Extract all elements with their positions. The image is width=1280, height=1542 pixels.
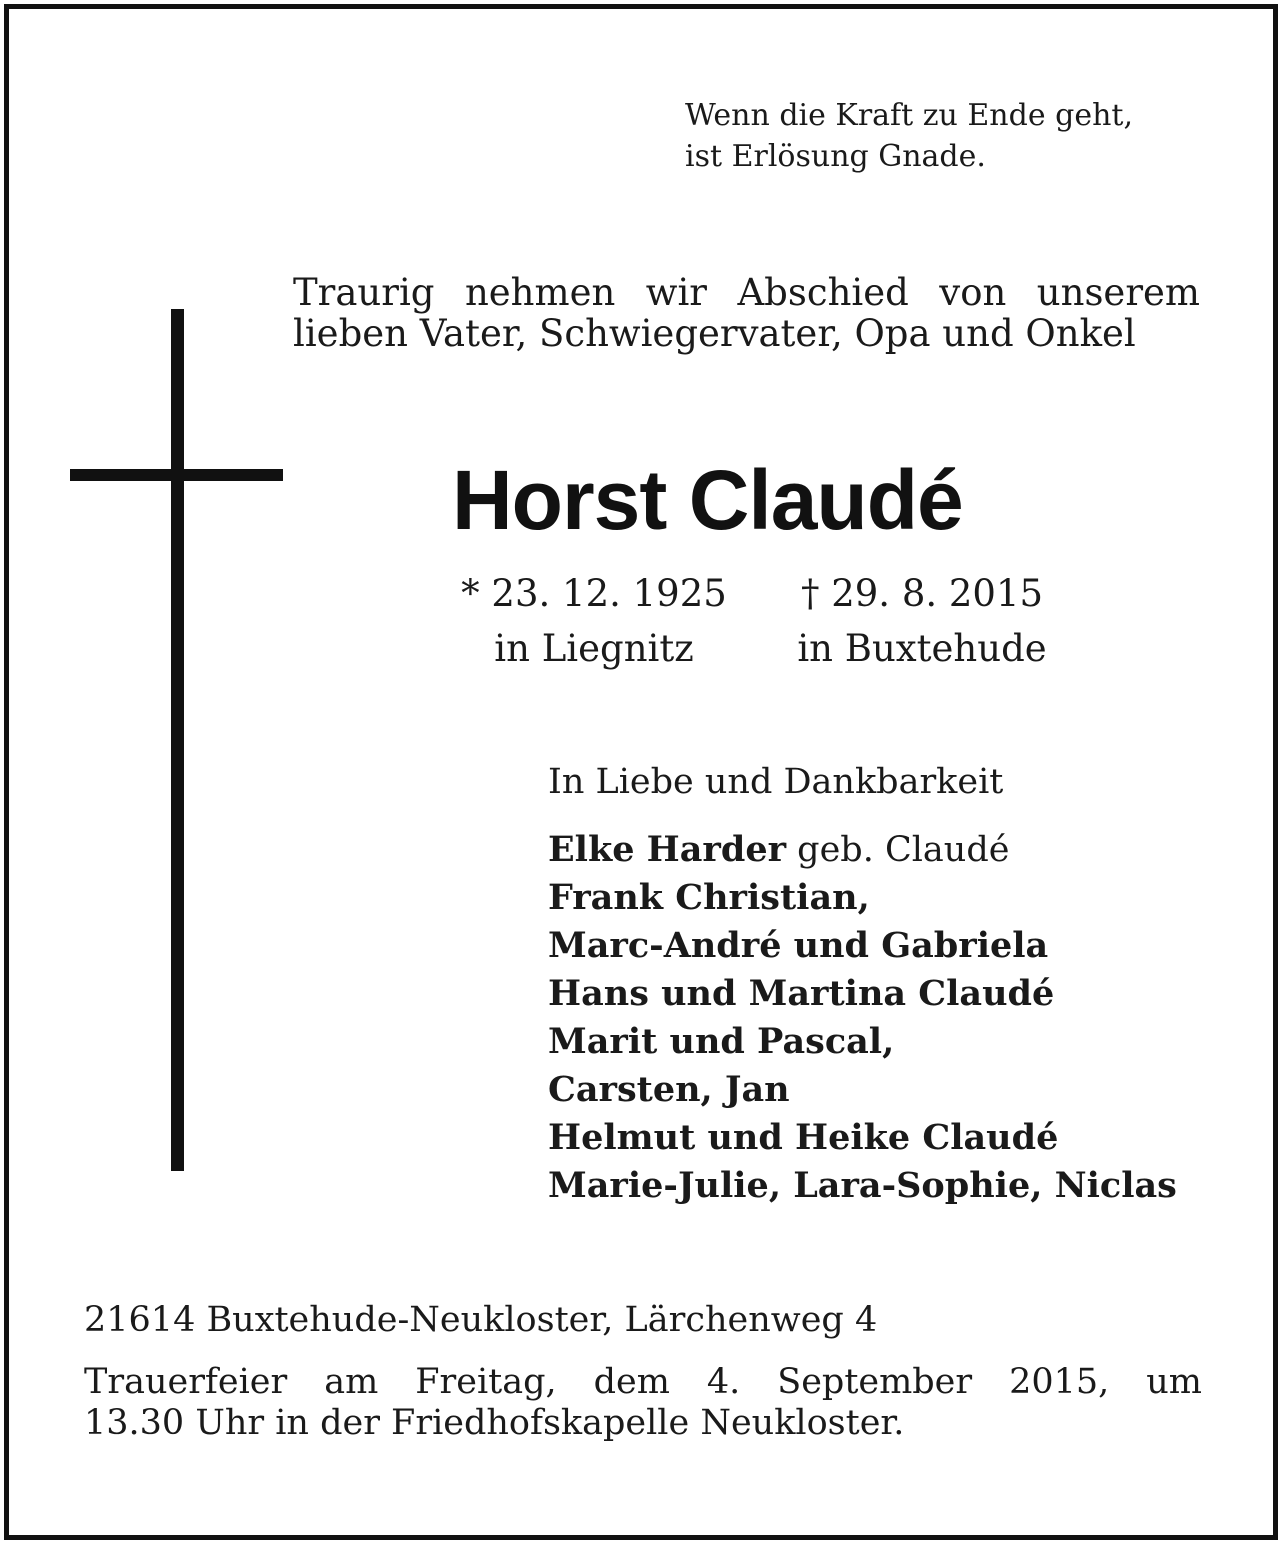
funeral-notice: [84, 1362, 1202, 1444]
birth-place: in Liegnitz: [494, 627, 694, 670]
mourner-row: [548, 826, 1177, 874]
mourner-name-bold: Helmut und Heike Claudé: [548, 1117, 1059, 1158]
mourner-row: [548, 1066, 1177, 1114]
death-date: † 29. 8. 2015: [800, 572, 1044, 615]
mourner-row: [548, 874, 1177, 922]
birth-info: [460, 566, 728, 676]
birth-date: * 23. 12. 1925: [461, 572, 727, 615]
gratitude-line: In Liebe und Dankbarkeit: [548, 762, 1004, 802]
death-place: in Buxtehude: [797, 627, 1047, 670]
motto-quote: [685, 95, 1133, 177]
motto-line-2: ist Erlösung Gnade.: [685, 139, 986, 174]
mourner-row: [548, 1162, 1177, 1210]
death-info: [786, 566, 1058, 676]
mourner-name-bold: Marie-Julie, Lara-Sophie, Niclas: [548, 1165, 1177, 1206]
mourner-maiden-name: geb. Claudé: [786, 830, 1010, 870]
motto-line-1: Wenn die Kraft zu Ende geht,: [685, 98, 1133, 133]
mourner-row: [548, 970, 1177, 1018]
mourner-name-bold: Hans und Martina Claudé: [548, 973, 1055, 1014]
mourner-name-bold: Elke Harder: [548, 829, 787, 870]
cross-icon-horizontal-bar: [70, 469, 283, 481]
mourner-name-bold: Marc-André und Gabriela: [548, 925, 1049, 966]
cross-icon-vertical-bar: [171, 309, 184, 1171]
deceased-name: Horst Claudé: [452, 453, 963, 547]
mourner-row: [548, 922, 1177, 970]
mourners-list: [548, 826, 1177, 1210]
intro-text: [293, 272, 1200, 354]
mourner-name-bold: Marit und Pascal,: [548, 1021, 895, 1062]
mourner-name-bold: Carsten, Jan: [548, 1069, 790, 1110]
intro-line-2: lieben Vater, Schwiegervater, Opa und Onkel: [293, 312, 1136, 355]
mourner-row: [548, 1018, 1177, 1066]
funeral-line-1: Trauerfeier am Freitag, dem 4. September 2015, um: [84, 1362, 1202, 1402]
funeral-line-2: 13.30 Uhr in der Friedhofskapelle Neukloster.: [84, 1403, 905, 1443]
mourner-name-bold: Frank Christian,: [548, 877, 870, 918]
address-line: 21614 Buxtehude-Neukloster, Lärchenweg 4: [84, 1300, 878, 1340]
intro-line-1: Traurig nehmen wir Abschied von unserem: [293, 271, 1200, 314]
mourner-row: [548, 1114, 1177, 1162]
